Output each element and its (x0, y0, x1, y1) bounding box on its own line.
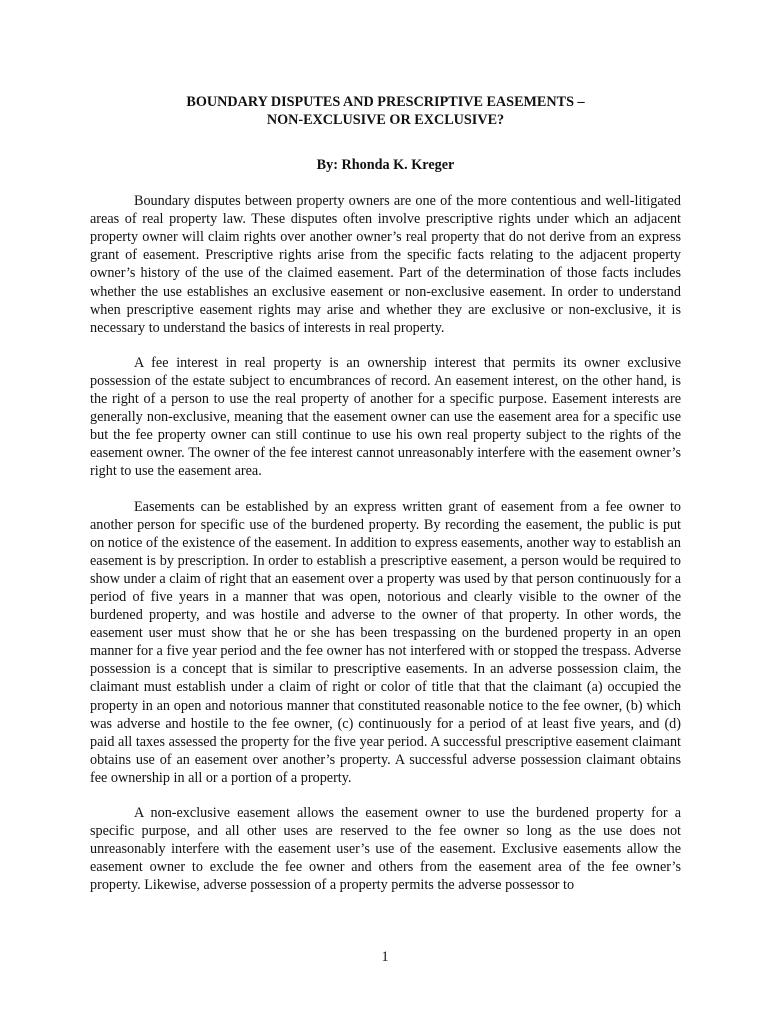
author-byline: By: Rhonda K. Kreger (316, 157, 455, 173)
document-page (90, 93, 681, 894)
body-paragraph-2: A fee interest in real property is an ownership interest that permits its owner exclusive possession of the estate subject to encumbrances of record. An easement interest, on the other hand, is the right of a person to use the real property of another for a specific purpose. Easement interests are generally non-exclusive, meaning that the easement owner can use the easement area for a specific use but the fee property owner can still continue to use his own real property subject to the rights of the easement owner. The owner of the fee interest cannot unreasonably interfere with the easement owner’s right to use the easement area. (90, 354, 681, 480)
body-paragraph-3: Easements can be established by an express written grant of easement from a fee owner to another person for specific use of the burdened property. By recording the easement, the public is put on notice of the existence of the easement. In addition to express easements, another way to establish an easement is by prescription. In order to establish a prescriptive easement, a person would be required to show under a claim of right that an easement over a property was used by that person continuously for a period of five years in a manner that was open, notorious and clearly visible to the owner of the burdened property, and was hostile and adverse to the owner of that property. In other words, the easement user must show that he or she has been trespassing on the burdened property in an open manner for a five year period and the fee owner has not interfered with or stopped the trespass. Adverse possession is a concept that is similar to prescriptive easements. In an adverse possession claim, the claimant must establish under a claim of right or color of title that that the claimant (a) occupied the property in an open and notorious manner that constituted reasonable notice to the fee owner, (b) which was adverse and hostile to the fee owner, (c) continuously for a period of at least five years, and (d) paid all taxes assessed the property for the five year period. A successful prescriptive easement claimant obtains use of an easement over another’s property. A successful adverse possession claimant obtains fee ownership in all or a portion of a property. (90, 498, 681, 786)
body-paragraph-4: A non-exclusive easement allows the easement owner to use the burdened property for a specific purpose, and all other uses are reserved to the fee owner so long as the use does not unreasonably interfere with the easement user’s use of the easement. Exclusive easements allow the easement owner to exclude the fee owner and others from the easement area of the fee owner’s property. Likewise, adverse possession of a property permits the adverse possessor to (90, 805, 681, 894)
document-title-line-2: NON-EXCLUSIVE OR EXCLUSIVE? (266, 112, 505, 128)
body-paragraph-1: Boundary disputes between property owners are one of the more contentious and well-litigated areas of real property law. These disputes often involve prescriptive rights under which an adjacent property owner will claim rights over another owner’s real property that do not derive from an express grant of easement. Prescriptive rights arise from the specific facts relating to the adjacent property owner’s history of the use of the claimed easement. Part of the determination of those facts includes whether the use establishes an exclusive easement or non-exclusive easement. In order to understand when prescriptive easement rights may arise and whether they are exclusive or non-exclusive, it is necessary to understand the basics of interests in real property. (90, 193, 681, 336)
document-title-line-1: BOUNDARY DISPUTES AND PRESCRIPTIVE EASEMENTS – (186, 94, 585, 110)
page-number: 1 (381, 949, 389, 965)
